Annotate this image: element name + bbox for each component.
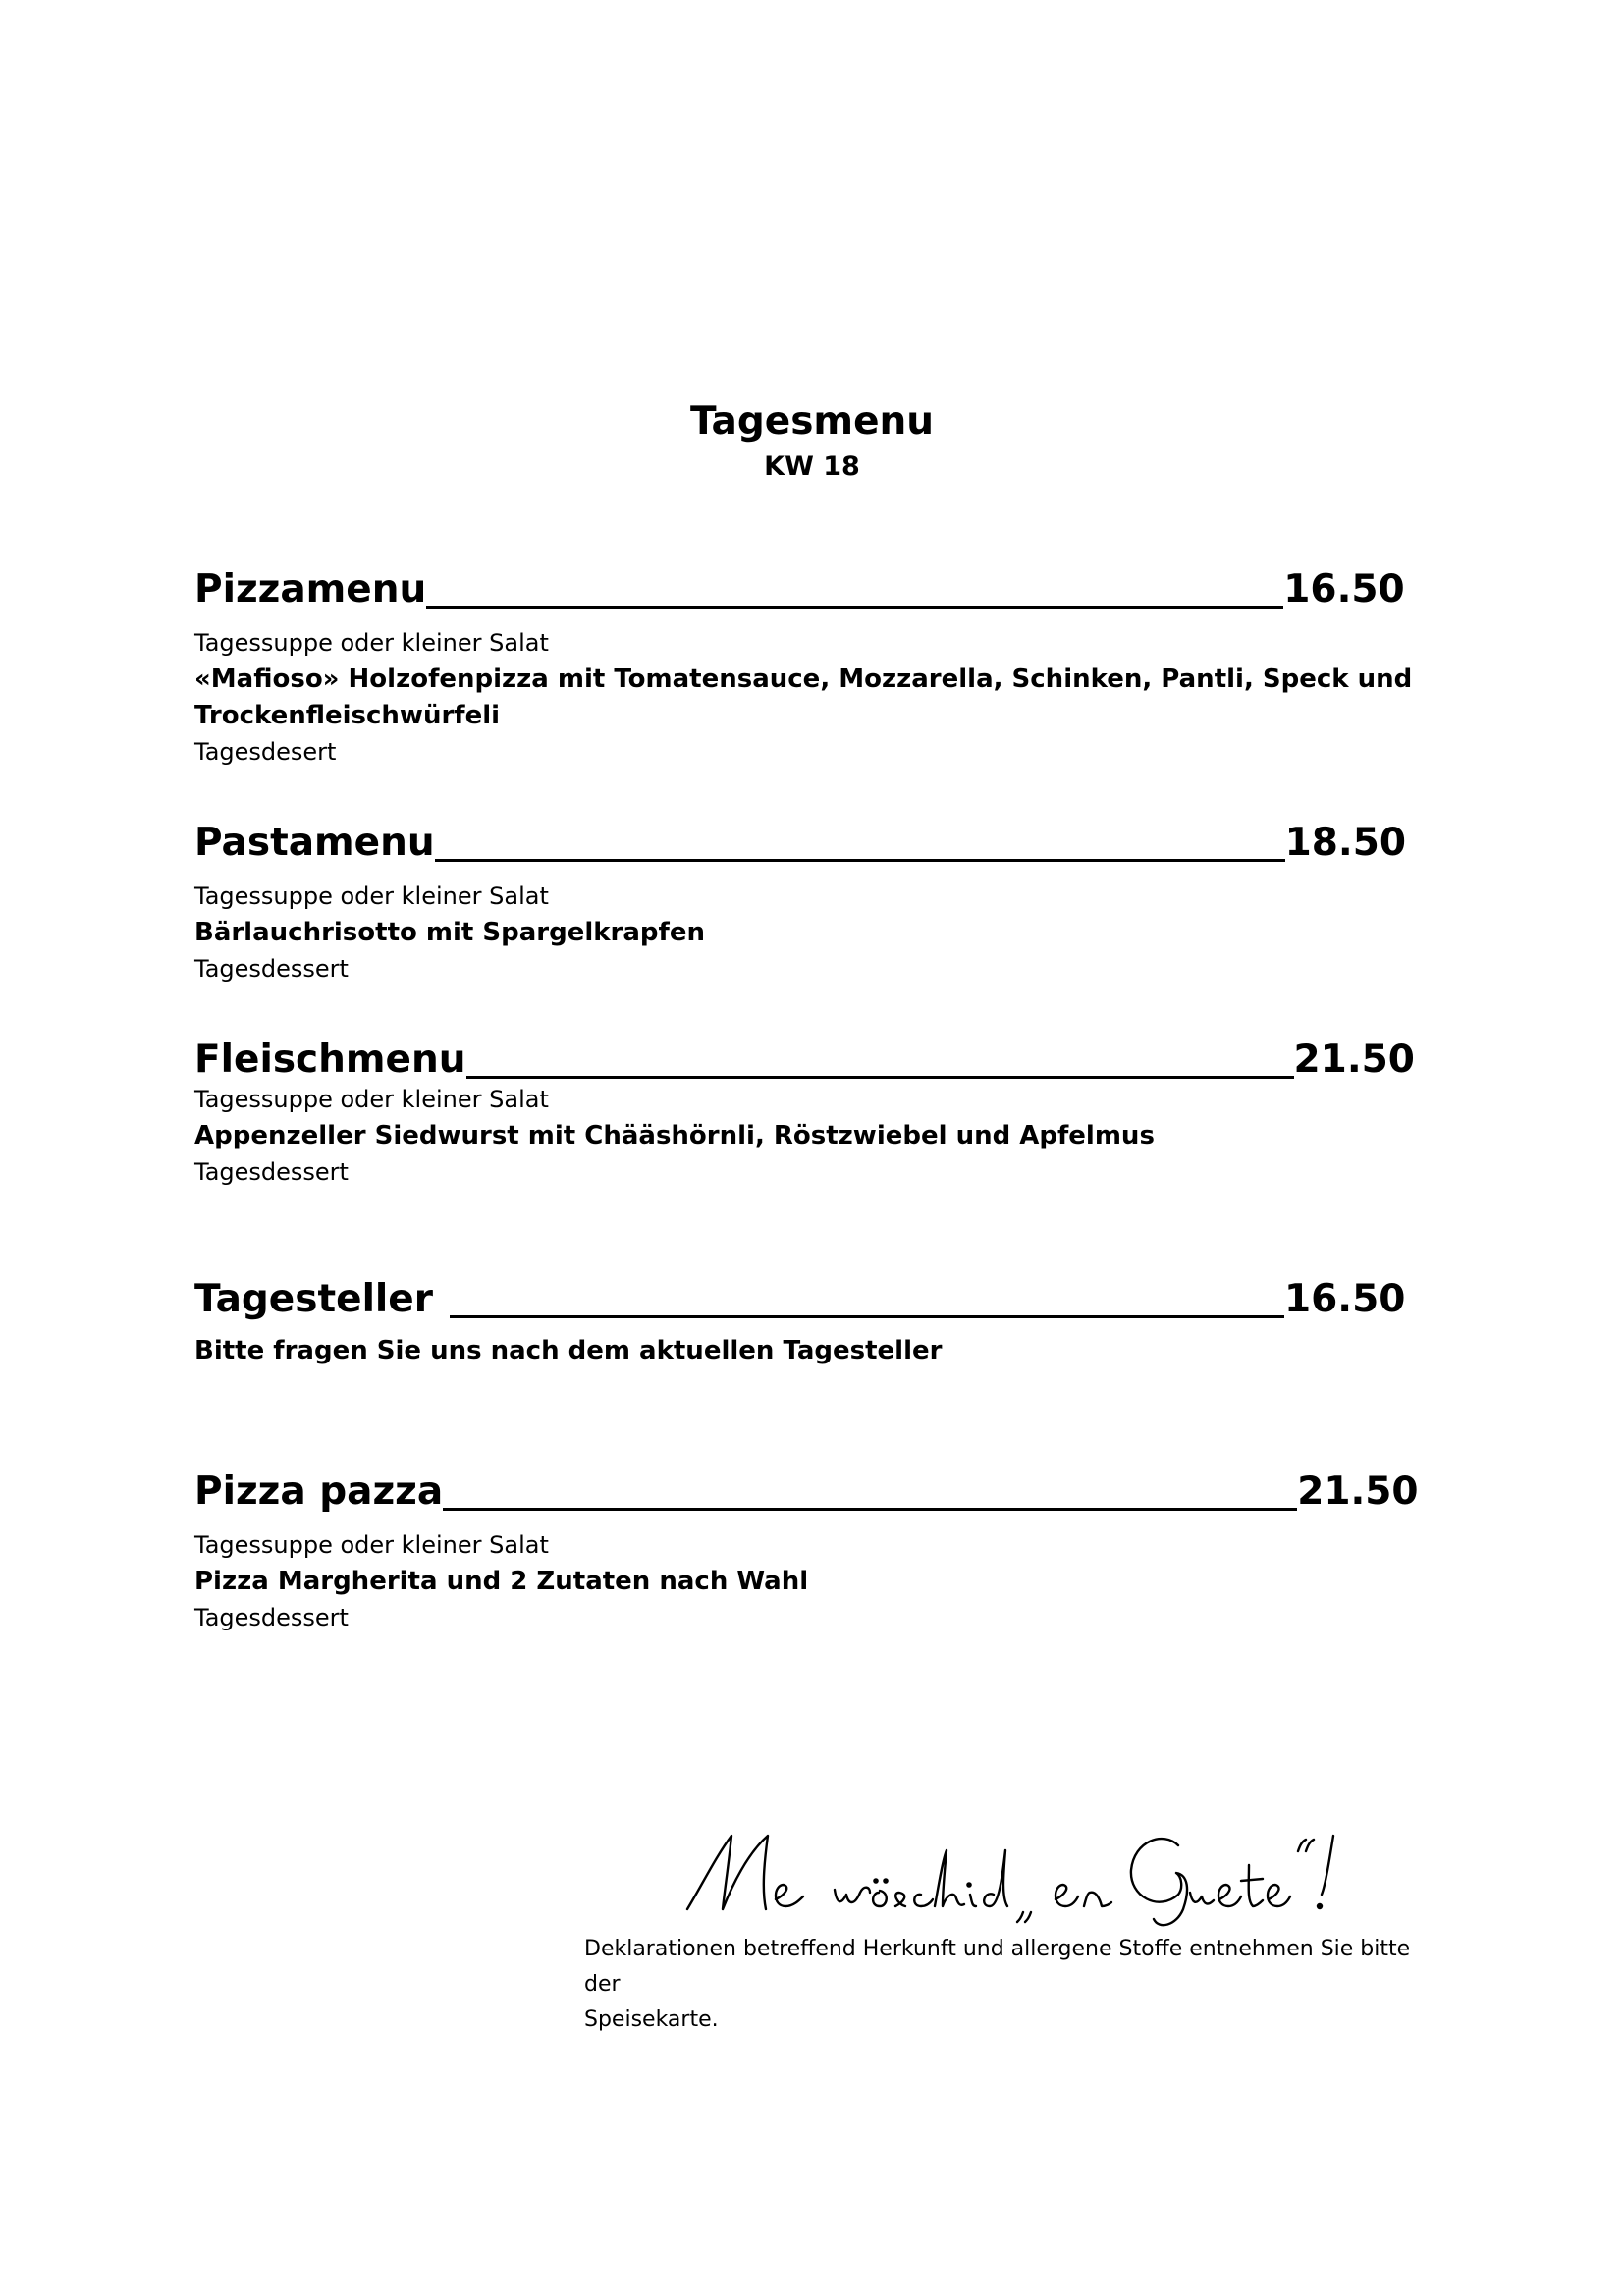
menu-price: 16.50 — [1284, 1277, 1406, 1321]
menu-line: Trockenfleischwürfeli — [194, 701, 501, 730]
menu-name: Pizza pazza — [194, 1469, 444, 1514]
menu-section-fleischmenu — [194, 1031, 1415, 1191]
menu-heading — [194, 1463, 1419, 1514]
dotted-leader-line — [426, 606, 1283, 609]
menu-price: 21.50 — [1293, 1038, 1415, 1082]
menu-line: Tagessuppe oder kleiner Salat — [194, 882, 549, 910]
menu-name: Pastamenu — [194, 821, 435, 865]
menu-line: Tagessuppe oder kleiner Salat — [194, 629, 549, 657]
menu-section-pastamenu — [194, 814, 1407, 988]
menu-line: Tagessuppe oder kleiner Salat — [194, 1086, 549, 1113]
menu-line: Pizza Margherita und 2 Zutaten nach Wahl — [194, 1567, 809, 1596]
menu-price: 18.50 — [1284, 821, 1407, 865]
menu-price: 21.50 — [1297, 1469, 1419, 1514]
menu-line: Tagesdessert — [194, 1158, 349, 1186]
page-title: Tagesmenu — [689, 400, 935, 444]
menu-heading — [194, 814, 1407, 865]
menu-heading — [194, 1031, 1415, 1082]
menu-line: Tagesdessert — [194, 955, 349, 983]
menu-line: Bitte fragen Sie uns nach dem aktuellen Tagesteller — [194, 1336, 943, 1365]
dotted-leader-line — [435, 859, 1285, 862]
menu-section-tagesteller — [194, 1270, 1406, 1369]
menu-name: Pizzamenu — [194, 567, 427, 612]
dotted-leader-line — [450, 1315, 1284, 1318]
week-label: KW 18 — [764, 452, 860, 482]
allergen-footnote — [584, 1932, 1429, 2038]
menu-line: «Mafioso» Holzofenpizza mit Tomatensauce, Mozzarella, Schinken, Pantli, Speck und — [194, 665, 1413, 694]
footnote-line: Deklarationen betreffend Herkunft und allergene Stoffe entnehmen Sie bitte der — [584, 1937, 1411, 1997]
menu-name: Fleischmenu — [194, 1038, 466, 1082]
dotted-leader-line — [443, 1508, 1297, 1511]
menu-heading — [194, 561, 1405, 612]
menu-line: Bärlauchrisotto mit Spargelkrapfen — [194, 918, 705, 947]
footnote-line: Speisekarte. — [584, 2007, 719, 2032]
signature-script — [677, 1816, 1365, 1934]
menu-line: Tagessuppe oder kleiner Salat — [194, 1531, 549, 1559]
menu-heading — [194, 1270, 1406, 1321]
menu-name: Tagesteller — [194, 1277, 433, 1321]
menu-line: Appenzeller Siedwurst mit Chääshörnli, Röstzwiebel und Apfelmus — [194, 1121, 1155, 1150]
menu-price: 16.50 — [1283, 567, 1405, 612]
menu-line: Tagesdessert — [194, 1604, 349, 1631]
menu-section-pizzamenu — [194, 561, 1413, 771]
dotted-leader-line — [466, 1076, 1294, 1079]
menu-line: Tagesdesert — [194, 738, 337, 766]
menu-section-pizza-pazza — [194, 1463, 1419, 1636]
